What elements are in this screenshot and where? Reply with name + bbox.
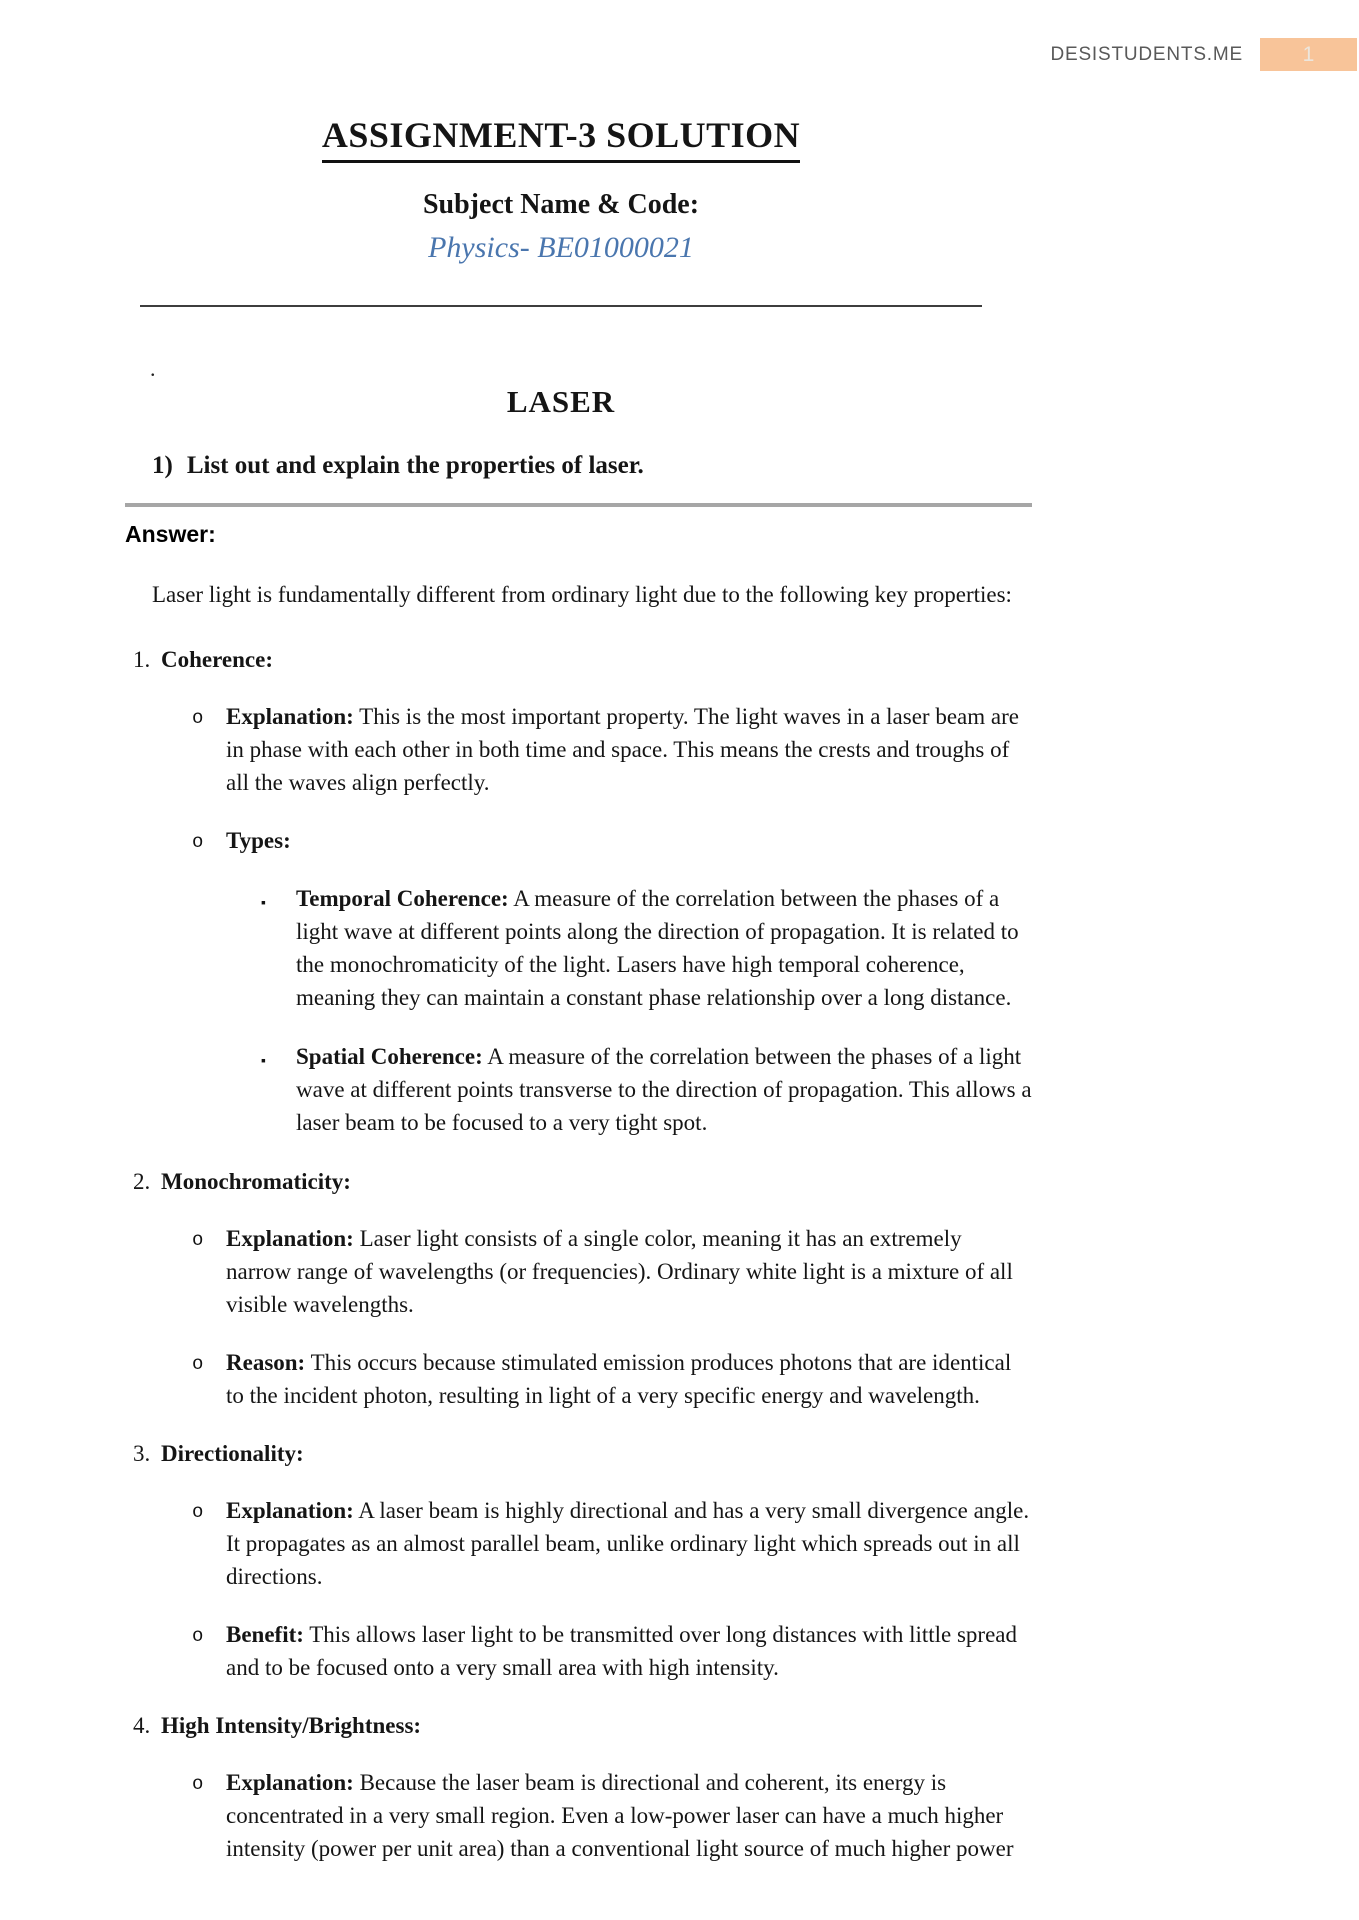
answer-divider (125, 503, 1032, 507)
property-item (0, 643, 1359, 1139)
document-title: ASSIGNMENT-3 SOLUTION (322, 114, 800, 163)
question-line (152, 452, 644, 480)
property-number: 3. (133, 1441, 151, 1466)
bullet-label: Explanation: (226, 1226, 354, 1251)
bullet-text: A laser beam is highly directional and has a very small divergence angle. It propagates as an almost parallel beam, unlike ordinary light which spreads out in all directions. (226, 1498, 1030, 1589)
bullet-text: This occurs because stimulated emission produces photons that are identical to the incident photon, resulting in light of a very specific energy and wavelength. (226, 1350, 1012, 1408)
circle-bullet-marker: o (192, 1773, 204, 1795)
bullet-label: Explanation: (226, 704, 354, 729)
bullet-label: Explanation: (226, 1770, 354, 1795)
property-name: Directionality: (161, 1441, 304, 1466)
circle-bullet-marker: o (192, 1625, 204, 1647)
bullet-label: Explanation: (226, 1498, 354, 1523)
bullet-item (192, 1618, 1032, 1684)
page-number-badge: 1 (1260, 38, 1357, 71)
page-header (1050, 38, 1357, 71)
property-heading (133, 1709, 1359, 1742)
section-title: LASER (506, 384, 616, 419)
property-item (0, 1709, 1359, 1865)
bullet-text: A measure of the correlation between the phases of a light wave at different points along the direction of propagation. It is related to the monochromaticity of the light. Lasers have high temporal coherence, meaning they can maintain a constant phase relationship over a long distance. (296, 886, 1019, 1010)
front-matter (140, 0, 982, 307)
property-name: Monochromaticity: (161, 1169, 351, 1194)
circle-bullet-marker: o (192, 1229, 204, 1251)
square-bullet-marker: ▪ (261, 1054, 266, 1069)
property-name: High Intensity/Brightness: (161, 1713, 422, 1738)
property-heading (133, 1165, 1359, 1198)
subject-label: Subject Name & Code: (422, 189, 700, 221)
bullet-text: This is the most important property. The light waves in a laser beam are in phase with each other in both time and space. This means the crests and troughs of all the waves align perfectly. (226, 704, 1019, 795)
answer-label: Answer: (125, 521, 216, 547)
bullet-label: Reason: (226, 1350, 306, 1375)
circle-bullet-marker: o (192, 1501, 204, 1523)
property-item (0, 1437, 1359, 1684)
bullet-item (192, 1222, 1032, 1321)
square-bullet-marker: ▪ (261, 896, 266, 911)
question-number: 1) (152, 452, 173, 479)
bullet-item (192, 1346, 1032, 1412)
subbullet-item (261, 882, 1032, 1014)
property-number: 2. (133, 1169, 151, 1194)
circle-bullet-marker: o (192, 1353, 204, 1375)
bullet-item (192, 824, 1032, 857)
bullet-label: Types: (226, 828, 291, 853)
property-item (0, 1165, 1359, 1412)
property-heading (133, 1437, 1359, 1470)
bullet-item (192, 1766, 1032, 1865)
bullet-text: A measure of the correlation between the phases of a light wave at different points transverse to the direction of propagation. This allows a laser beam to be focused to a very tight spot. (296, 1044, 1032, 1135)
stray-dot: . (150, 356, 156, 381)
site-watermark-label: DESISTUDENTS.ME (1050, 43, 1243, 65)
property-name: Coherence: (161, 647, 273, 672)
property-number: 1. (133, 647, 151, 672)
bullet-label: Temporal Coherence: (296, 886, 509, 911)
property-number: 4. (133, 1713, 151, 1738)
bullet-item (192, 1494, 1032, 1593)
circle-bullet-marker: o (192, 707, 204, 729)
circle-bullet-marker: o (192, 831, 204, 853)
bullet-label: Spatial Coherence: (296, 1044, 483, 1069)
subbullet-item (261, 1040, 1032, 1139)
subject-code: Physics- BE01000021 (428, 231, 694, 265)
bullet-item (192, 700, 1032, 799)
bullet-label: Benefit: (226, 1622, 304, 1647)
property-heading (133, 643, 1359, 676)
horizontal-rule (140, 305, 982, 307)
intro-paragraph: Laser light is fundamentally different from ordinary light due to the following key properties: (152, 582, 1012, 607)
bullet-text: Laser light consists of a single color, meaning it has an extremely narrow range of wavelengths (or frequencies). Ordinary white light is a mixture of all visible wavelengths. (226, 1226, 1013, 1317)
bullet-text: This allows laser light to be transmitted over long distances with little spread and to be focused onto a very small area with high intensity. (226, 1622, 1018, 1680)
question-text: List out and explain the properties of laser. (186, 452, 644, 479)
properties-list (0, 641, 1359, 1890)
bullet-text: Because the laser beam is directional and coherent, its energy is concentrated in a very small region. Even a low-power laser can have a much higher intensity (power per unit area) than a conventional light source of much higher power (226, 1770, 1014, 1861)
